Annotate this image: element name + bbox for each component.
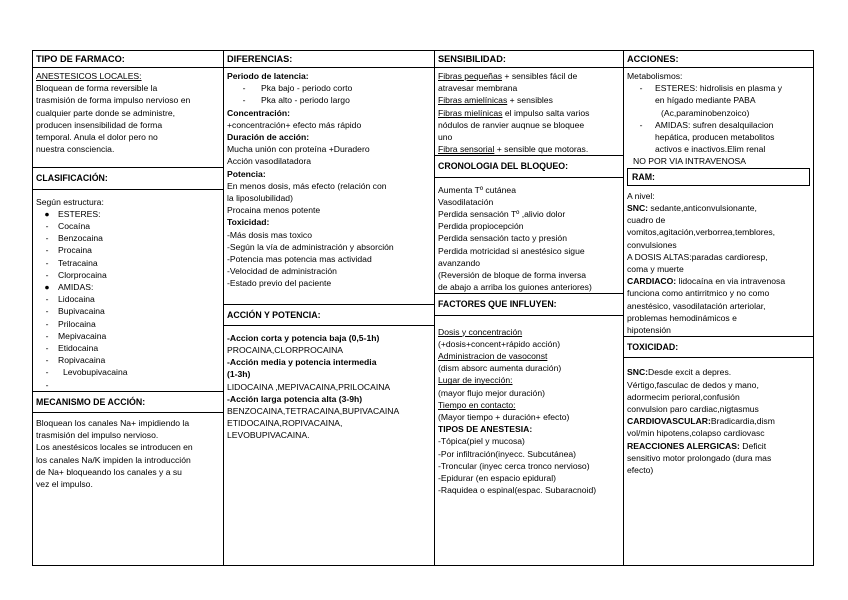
snc-cont: vomitos,agitación,verborrea,temblores, — [627, 227, 776, 238]
column-tipo-farmaco — [33, 51, 224, 565]
list-item: - Prilocaina — [45, 318, 96, 329]
estructura-label: Según estructura: — [36, 196, 104, 207]
mecanismo-line: trasmisión del impulso nervioso. — [36, 430, 159, 441]
toxicidad-line: -Estado previo del paciente — [227, 278, 332, 289]
amidas-cont: hepática, producen metabolitos — [655, 132, 775, 143]
notes-table — [32, 50, 814, 566]
corta-drugs: PROCAINA,CLORPROCAINA — [227, 345, 344, 356]
list-item: - Bupivacaina — [45, 306, 105, 317]
potencia-line: la liposolubilidad) — [227, 193, 293, 204]
vaso-title: Administracion de vasoconst — [438, 351, 548, 362]
cronologia-line: de abajo a arriba los guiones anteriores) — [438, 282, 592, 293]
ram-title: RAM: — [627, 168, 810, 186]
cronologia-line: (Reversión de bloque de forma inversa — [438, 270, 587, 281]
larga-title: -Acción larga potencia alta (3-9h) — [227, 393, 363, 404]
toxicidad-title: Toxicidad: — [227, 217, 270, 228]
cardiaco-cont: funciona como antirritmico y no como — [627, 288, 770, 299]
anest-line: temporal. Anula el dolor pero no — [36, 132, 158, 143]
list-item: - Pka bajo - periodo corto — [242, 83, 353, 94]
column-acciones — [624, 51, 813, 565]
fibras-amielinicas: Fibras amielínicas + sensibles — [438, 95, 553, 106]
cronologia-line: Vasodilatación — [438, 196, 494, 207]
list-item: ● ESTERES: — [36, 208, 220, 220]
cronologia-line: Aumenta Tº cutánea — [438, 184, 516, 195]
snc-cont: convulsiones — [627, 239, 677, 250]
alergicas-cont: efecto) — [627, 465, 654, 476]
mecanismo-line: vez el impulso. — [36, 479, 93, 490]
fibras-mielinicas-cont: nódulos de ranvier auqnue se bloquee — [438, 119, 585, 130]
cronologia-title: CRONOLOGIA DEL BLOQUEO: — [435, 155, 623, 177]
list-item: - Cocaína — [45, 221, 91, 232]
fibras-mielinicas-cont: uno — [438, 132, 453, 143]
larga-drugs: BENZOCAINA,TETRACAINA,BUPIVACAINA — [227, 406, 400, 417]
bullet-icon: ● — [44, 282, 50, 293]
list-item: - Ropivacaina — [45, 355, 106, 366]
mecanismo-line: los canales Na/K impiden la introducción — [36, 454, 191, 465]
snc2-line: SNC:Desde excit a depres. — [627, 367, 732, 378]
toxicidad-line: -Potencia mas potencia mas actividad — [227, 254, 372, 265]
cardiovascular-line: CARDIOVASCULAR:Bradicardia,dism — [627, 416, 775, 427]
anest-line: Bloquean de forma reversible la — [36, 83, 158, 94]
header-tipo: TIPO DE FARMACO: — [33, 51, 223, 68]
dosis-altas: A DOSIS ALTAS:paradas cardioresp, — [627, 251, 768, 262]
tipos-line: -Troncular (inyec cerca tronco nervioso) — [438, 460, 590, 471]
list-item: - ESTERES: hidrolisis en plasma y — [639, 83, 783, 94]
snc2-cont: convulsion paro cardiac,nigtasmus — [627, 404, 759, 415]
header-sensibilidad: SENSIBILIDAD: — [435, 51, 623, 68]
cronologia-line: Perdida propiocepción — [438, 221, 524, 232]
potencia-line: En menos dosis, más efecto (relación con — [227, 180, 387, 191]
cardiaco-line: CARDIACO: lidocaína en via intravenosa — [627, 276, 786, 287]
column-sensibilidad — [435, 51, 624, 565]
snc2-cont: Vértigo,fasculac de dedos y mano, — [627, 379, 759, 390]
tipos-line: -Tópica(piel y mucosa) — [438, 436, 525, 447]
tiempo-text: (Mayor tiempo + duración+ efecto) — [438, 412, 570, 423]
media-drugs: LIDOCAINA ,MEPIVACAINA,PRILOCAINA — [227, 381, 391, 392]
list-item: - AMIDAS: sufren desalquilacion — [639, 119, 774, 130]
media-title: -Acción media y potencia intermedia — [227, 357, 377, 368]
list-item: - — [45, 379, 49, 390]
clasificacion-title: CLASIFICACIÓN: — [33, 167, 223, 189]
list-item: - Benzocaina — [45, 233, 103, 244]
toxicidad-line: -Velocidad de administración — [227, 266, 337, 277]
factores-title: FACTORES QUE INFLUYEN: — [435, 293, 623, 315]
tipos-line: -Epidurar (en espacio epidural) — [438, 473, 556, 484]
cronologia-line: Perdida sensación Tº ,alivio dolor — [438, 209, 566, 220]
dosis-title: Dosis y concentración — [438, 326, 523, 337]
cardiovascular-cont: vol/min hipotens,colapso cardiovasc — [627, 428, 765, 439]
toxicidad-title: TOXICIDAD: — [624, 336, 813, 358]
media-title-2: (1-3h) — [227, 369, 251, 380]
latencia-title: Periodo de latencia: — [227, 71, 309, 81]
column-diferencias — [224, 51, 435, 565]
corta-title: -Accion corta y potencia baja (0,5-1h) — [227, 332, 380, 343]
tipos-line: -Raquidea o espinal(espac. Subaracnoid) — [438, 485, 597, 496]
concentracion-title: Concentración: — [227, 107, 291, 118]
mecanismo-line: Bloquean los canales Na+ impidiendo la — [36, 418, 190, 429]
vaso-text: (dism absorc aumenta duración) — [438, 363, 562, 374]
cardiaco-cont: problemas hemodinámicos e — [627, 312, 737, 323]
anest-line: cualquier parte donde se administre, — [36, 107, 176, 118]
list-item: - Clorprocaina — [45, 269, 107, 280]
esteres-cont: (Ac,paraminobenzoico) — [661, 107, 750, 118]
tiempo-title: Tiempo en contacto: — [438, 399, 516, 410]
lugar-text: (mayor flujo mejor duración) — [438, 387, 545, 398]
tipos-line: -Por infiltración(inyecc. Subcutánea) — [438, 448, 577, 459]
accion-potencia-title: ACCIÓN Y POTENCIA: — [224, 304, 434, 326]
mecanismo-line: de Na+ bloqueando los canales y a su — [36, 466, 182, 477]
fibras-mielinicas: Fibras mielínicas el impulso salta varios — [438, 107, 590, 118]
metabolismos-title: Metabolismos: — [627, 71, 683, 81]
dosis-altas-cont: coma y muerte — [627, 264, 684, 275]
larga-drugs: ETIDOCAINA,ROPIVACAINA, — [227, 418, 343, 429]
anest-line: trasmisión de forma impulso nervioso en — [36, 95, 191, 106]
larga-drugs: LEVOBUPIVACAINA. — [227, 430, 310, 441]
cronologia-line: Perdida sensación tacto y presión — [438, 233, 567, 244]
list-item: - Mepivacaina — [45, 330, 107, 341]
no-intravenosa: NO POR VIA INTRAVENOSA — [633, 156, 747, 167]
bullet-icon: ● — [44, 208, 50, 219]
cronologia-line: avanzando — [438, 257, 481, 268]
mecanismo-line: Los anestésicos locales se introducen en — [36, 442, 193, 453]
snc-line: SNC: sedante,anticonvulsionante, — [627, 203, 757, 214]
fibras-pequenas-cont: atravesar membrana — [438, 83, 518, 94]
cardiaco-cont: hipotensión — [627, 325, 671, 336]
duracion-title: Duración de acción: — [227, 132, 310, 143]
list-item: - Tetracaina — [45, 257, 98, 268]
list-item: - Lidocaina — [45, 294, 95, 305]
anest-line: producen insensibilidad de forma — [36, 119, 163, 130]
potencia-line: Procaina menos potente — [227, 205, 321, 216]
header-diferencias: DIFERENCIAS: — [224, 51, 434, 68]
header-acciones: ACCIONES: — [624, 51, 813, 68]
list-item: - Etidocaina — [45, 343, 99, 354]
potencia-title: Potencia: — [227, 168, 266, 179]
list-item: - Levobupivacaina — [45, 367, 128, 378]
alergicas-line: REACCIONES ALERGICAS: Deficit — [627, 440, 767, 451]
anest-line: nuestra consciencia. — [36, 144, 115, 155]
duracion-line: Mucha unión con proteína +Duradero — [227, 144, 370, 155]
mecanismo-title: MECANISMO DE ACCIÓN: — [33, 391, 223, 413]
esteres-cont: en hígado mediante PABA — [655, 95, 756, 106]
snc-cont: cuadro de — [627, 215, 666, 226]
anestesicos-title: ANESTESICOS LOCALES: — [36, 71, 142, 81]
lugar-title: Lugar de inyección: — [438, 375, 513, 386]
nivel-label: A nivel: — [627, 190, 655, 201]
duracion-line: Acción vasodilatadora — [227, 156, 312, 167]
toxicidad-line: -Según la vía de administración y absorción — [227, 241, 394, 252]
dosis-text: (+dosis+concent+rápido acción) — [438, 338, 561, 349]
list-item: ● AMIDAS: — [36, 281, 220, 293]
cardiaco-cont: anestésico, vasodilatación arteriolar, — [627, 300, 766, 311]
list-item: - Procaina — [45, 245, 92, 256]
concentracion-text: +concentración+ efecto más rápido — [227, 119, 362, 130]
toxicidad-line: -Más dosis mas toxico — [227, 229, 313, 240]
amidas-cont: activos e inactivos.Elim renal — [655, 144, 766, 155]
fibra-sensorial: Fibra sensorial + sensible que motoras. — [438, 144, 589, 155]
list-item: - Pka alto - periodo largo — [242, 95, 350, 106]
fibras-pequenas: Fibras pequeñas + sensibles fácil de — [438, 71, 578, 81]
snc2-cont: adormecim perioral,confusión — [627, 391, 740, 402]
cronologia-line: Perdida motricidad si anestésico sigue — [438, 245, 585, 256]
tipos-title: TIPOS DE ANESTESIA: — [438, 424, 533, 435]
alergicas-cont: sensitivo motor prolongado (dura mas — [627, 452, 772, 463]
